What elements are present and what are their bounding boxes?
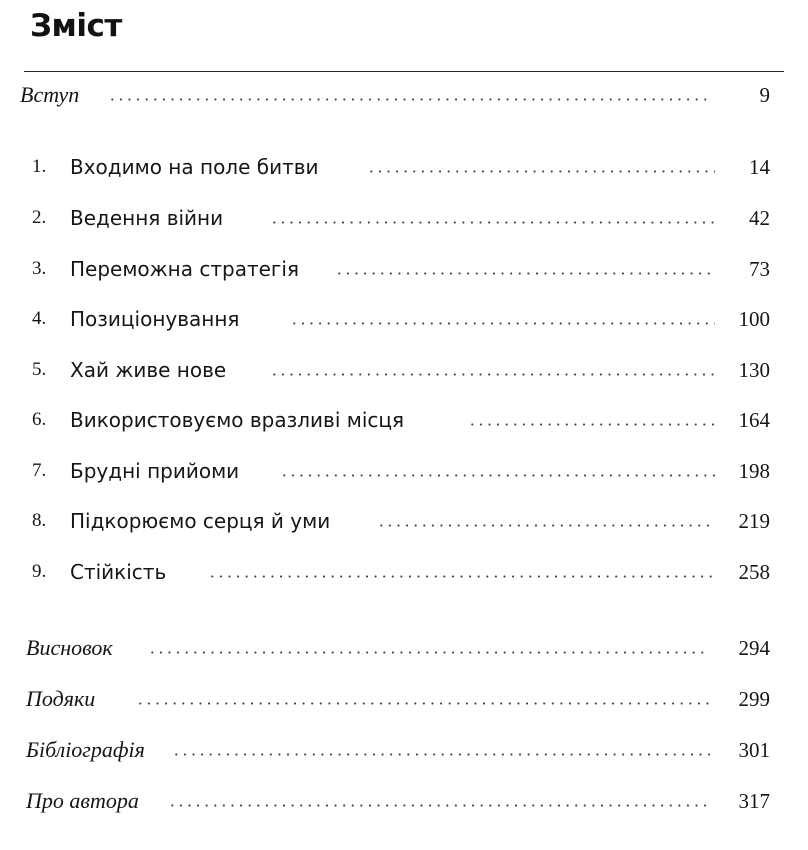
chapter-title: Переможна стратегія bbox=[70, 257, 300, 281]
toc-entry-chapter-5[interactable] bbox=[32, 355, 770, 385]
toc-entry-about-author[interactable] bbox=[26, 786, 770, 816]
toc-entry-label: Бібліографія bbox=[26, 737, 145, 762]
chapter-number: 8. bbox=[32, 510, 47, 531]
toc-leader-dots bbox=[208, 575, 715, 578]
toc-entry-chapter-4[interactable] bbox=[32, 304, 770, 334]
toc-entry-label: Вступ bbox=[20, 82, 80, 107]
toc-entry-intro[interactable] bbox=[20, 80, 770, 110]
toc-entry-chapter-6[interactable] bbox=[32, 405, 770, 435]
toc-entry-chapter-9[interactable] bbox=[32, 557, 770, 587]
title-rule bbox=[24, 71, 784, 72]
toc-leader-dots bbox=[168, 804, 710, 807]
toc-leader-dots bbox=[136, 702, 710, 705]
toc-page-number: 299 bbox=[738, 687, 770, 711]
chapter-title: Позиціонування bbox=[70, 307, 240, 331]
toc-page-number: 317 bbox=[738, 789, 770, 813]
toc-entry-acknowledgements[interactable] bbox=[26, 684, 770, 714]
toc-leader-dots bbox=[148, 651, 710, 654]
toc-entry-chapter-7[interactable] bbox=[32, 456, 770, 486]
toc-leader-dots bbox=[335, 272, 715, 275]
toc-page-number: 100 bbox=[738, 307, 770, 331]
toc-page-number: 42 bbox=[749, 206, 770, 230]
toc-entry-label: Про автора bbox=[26, 788, 139, 813]
toc-entry-label: Подяки bbox=[26, 686, 96, 711]
toc-page-number: 14 bbox=[749, 155, 770, 179]
toc-page-number: 73 bbox=[749, 257, 770, 281]
toc-entry-chapter-8[interactable] bbox=[32, 506, 770, 536]
chapter-number: 5. bbox=[32, 359, 47, 380]
toc-page-number: 258 bbox=[738, 560, 770, 584]
chapter-title: Ведення війни bbox=[70, 206, 224, 230]
chapter-title: Хай живе нове bbox=[70, 358, 227, 382]
chapter-number: 4. bbox=[32, 308, 47, 329]
toc-entry-label: Висновок bbox=[26, 635, 113, 660]
toc-leader-dots bbox=[270, 373, 715, 376]
toc-leader-dots bbox=[290, 322, 715, 325]
toc-entry-chapter-1[interactable] bbox=[32, 152, 770, 182]
chapter-title: Використовуємо вразливі місця bbox=[70, 408, 405, 432]
toc-leader-dots bbox=[468, 423, 715, 426]
chapter-title: Брудні прийоми bbox=[70, 459, 240, 483]
toc-page-number: 198 bbox=[738, 459, 770, 483]
toc-entry-chapter-2[interactable] bbox=[32, 203, 770, 233]
chapter-number: 9. bbox=[32, 561, 47, 582]
chapter-number: 3. bbox=[32, 258, 47, 279]
toc-leader-dots bbox=[270, 221, 715, 224]
toc-entry-conclusion[interactable] bbox=[26, 633, 770, 663]
toc-page-number: 294 bbox=[738, 636, 770, 660]
toc-leader-dots bbox=[172, 753, 710, 756]
toc-page-number: 9 bbox=[759, 83, 770, 107]
chapter-title: Стійкість bbox=[70, 560, 167, 584]
toc-page-number: 164 bbox=[738, 408, 770, 432]
toc-leader-dots bbox=[108, 98, 710, 101]
toc-page-number: 130 bbox=[738, 358, 770, 382]
chapter-number: 2. bbox=[32, 207, 47, 228]
toc-entry-chapter-3[interactable] bbox=[32, 254, 770, 284]
chapter-title: Підкорюємо серця й уми bbox=[70, 509, 331, 533]
chapter-number: 6. bbox=[32, 409, 47, 430]
chapter-number: 1. bbox=[32, 156, 47, 177]
chapter-title: Входимо на поле битви bbox=[70, 155, 319, 179]
toc-entry-bibliography[interactable] bbox=[26, 735, 770, 765]
page-title: Зміст bbox=[30, 8, 122, 44]
toc-page-number: 219 bbox=[738, 509, 770, 533]
toc-leader-dots bbox=[377, 524, 715, 527]
toc-leader-dots bbox=[367, 170, 715, 173]
chapter-number: 7. bbox=[32, 460, 47, 481]
toc-page-number: 301 bbox=[738, 738, 770, 762]
toc-leader-dots bbox=[280, 474, 715, 477]
